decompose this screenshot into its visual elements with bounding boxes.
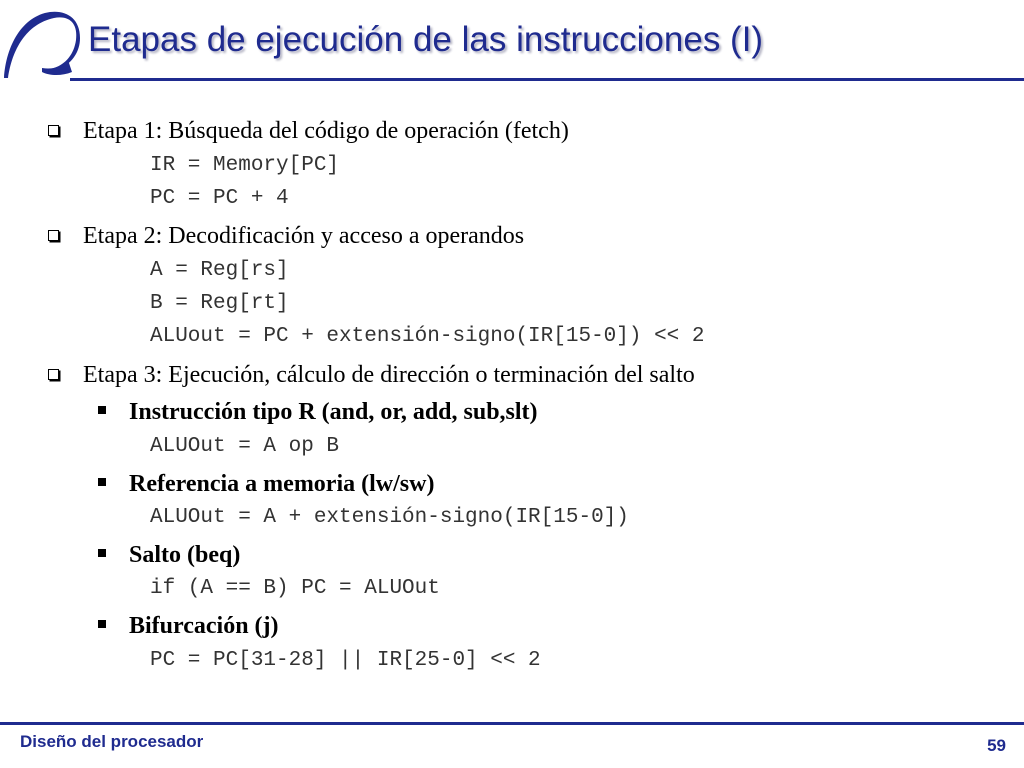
code-line: ALUOut = A op B xyxy=(150,435,340,458)
sub-item-text: Salto (beq) xyxy=(129,542,241,568)
square-bullet-icon xyxy=(48,125,59,136)
footer-course-title: Diseño del procesador xyxy=(20,732,204,751)
sub-item-memory-ref xyxy=(98,469,434,499)
list-item-text: Etapa 1: Búsqueda del código de operación (fetch) xyxy=(83,118,569,144)
code-line: ALUout = PC + extensión-signo(IR[15-0]) << 2 xyxy=(150,325,705,348)
list-item-stage-2 xyxy=(48,221,524,251)
list-item-text: Etapa 3: Ejecución, cálculo de dirección o terminación del salto xyxy=(83,362,695,388)
filled-square-bullet-icon xyxy=(98,549,106,557)
filled-square-bullet-icon xyxy=(98,406,106,414)
sub-item-text: Bifurcación (j) xyxy=(129,613,279,639)
code-line: A = Reg[rs] xyxy=(150,259,289,282)
sub-item-jump xyxy=(98,611,279,641)
sub-item-r-type xyxy=(98,397,538,427)
filled-square-bullet-icon xyxy=(98,478,106,486)
footer-divider xyxy=(0,722,1024,725)
list-item-stage-3 xyxy=(48,360,695,390)
code-line: ALUOut = A + extensión-signo(IR[15-0]) xyxy=(150,506,629,529)
list-item-stage-1 xyxy=(48,116,569,146)
slide-title: Etapas de ejecución de las instrucciones (I) xyxy=(88,20,764,59)
list-item-text: Etapa 2: Decodificación y acceso a operandos xyxy=(83,223,525,249)
sub-item-text: Instrucción tipo R (and, or, add, sub,slt) xyxy=(129,399,538,425)
page-number: 59 xyxy=(987,736,1006,755)
code-line: PC = PC + 4 xyxy=(150,187,289,210)
square-bullet-icon xyxy=(48,230,59,241)
sub-item-branch xyxy=(98,540,240,570)
sub-item-text: Referencia a memoria (lw/sw) xyxy=(129,471,435,497)
code-line: if (A == B) PC = ALUOut xyxy=(150,577,440,600)
square-bullet-icon xyxy=(48,369,59,380)
code-line: PC = PC[31-28] || IR[25-0] << 2 xyxy=(150,649,541,672)
filled-square-bullet-icon xyxy=(98,620,106,628)
code-line: B = Reg[rt] xyxy=(150,292,289,315)
code-line: IR = Memory[PC] xyxy=(150,154,340,177)
